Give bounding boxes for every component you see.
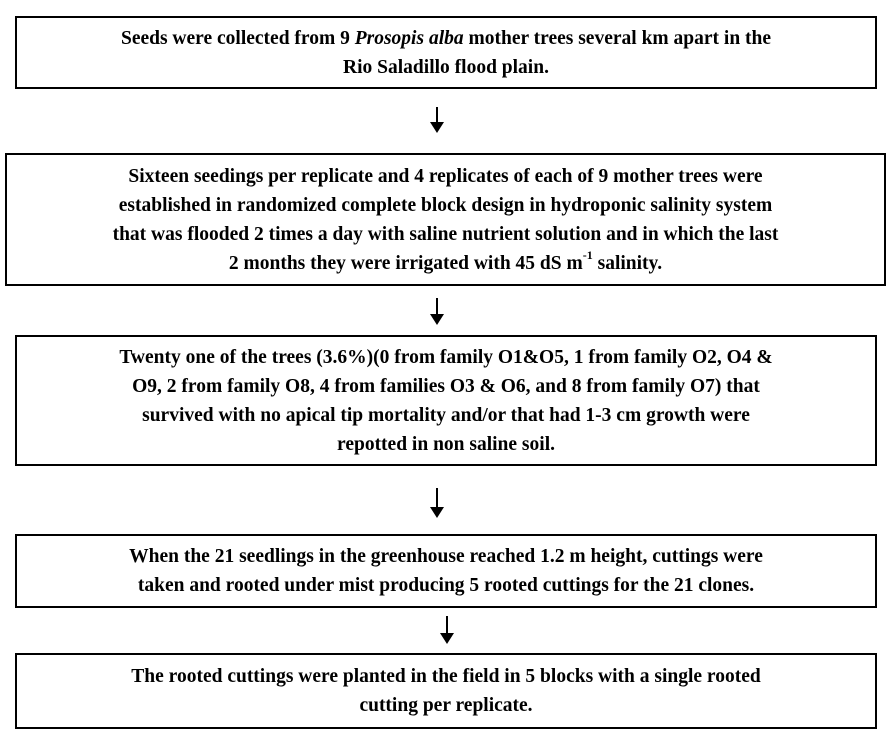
step-text-line — [23, 24, 869, 53]
step-text-line — [13, 249, 878, 278]
text-segment: taken and rooted under mist producing 5 rooted cuttings for the 21 clones. — [137, 575, 755, 596]
species-name: Prosopis alba — [354, 27, 464, 49]
text-segment: salinity. — [592, 252, 663, 274]
step-text-line — [23, 571, 869, 600]
down-arrow-icon — [430, 107, 444, 133]
step-text-line — [13, 162, 878, 191]
step-text-line — [23, 542, 869, 571]
step-2-box — [5, 153, 886, 286]
step-text-line — [23, 691, 869, 720]
step-5-box — [15, 653, 877, 729]
step-4-box — [15, 534, 877, 608]
text-segment: When the 21 seedlings in the greenhouse reached 1.2 m height, cuttings were — [129, 546, 763, 567]
text-segment: repotted in non saline soil. — [337, 433, 555, 455]
text-segment: O9, 2 from family O8, 4 from families O3 & O6, and 8 from family O7) that — [132, 375, 760, 397]
step-text-line — [13, 191, 878, 220]
step-text-line — [13, 220, 878, 249]
down-arrow-icon — [440, 616, 454, 644]
text-segment: mother trees several km apart in the — [463, 27, 772, 49]
text-segment: Rio Saladillo flood plain. — [343, 56, 549, 78]
down-arrow-icon — [430, 298, 444, 325]
step-text-line — [23, 430, 869, 459]
text-segment: Sixteen seedings per replicate and 4 replicates of each of 9 mother trees were — [128, 165, 763, 187]
text-segment: 2 months they were irrigated with 45 dS m — [228, 252, 583, 274]
step-text-line — [23, 53, 869, 82]
text-segment: survived with no apical tip mortality and/or that had 1-3 cm growth were — [142, 404, 750, 426]
step-1-box — [15, 16, 877, 89]
text-segment: The rooted cuttings were planted in the field in 5 blocks with a single rooted — [131, 666, 761, 687]
text-segment: cutting per replicate. — [359, 695, 533, 716]
text-segment: established in randomized complete block design in hydroponic salinity system — [118, 194, 773, 216]
step-3-box — [15, 335, 877, 466]
step-text-line — [23, 401, 869, 430]
unit-exponent: -1 — [582, 248, 593, 262]
step-text-line — [23, 343, 869, 372]
step-text-line — [23, 662, 869, 691]
text-segment: that was flooded 2 times a day with saline nutrient solution and in which the last — [112, 223, 779, 245]
down-arrow-icon — [430, 488, 444, 518]
step-text-line — [23, 372, 869, 401]
text-segment: Seeds were collected from 9 — [120, 27, 355, 49]
text-segment: Twenty one of the trees (3.6%)(0 from family O1&O5, 1 from family O2, O4 & — [119, 346, 773, 368]
